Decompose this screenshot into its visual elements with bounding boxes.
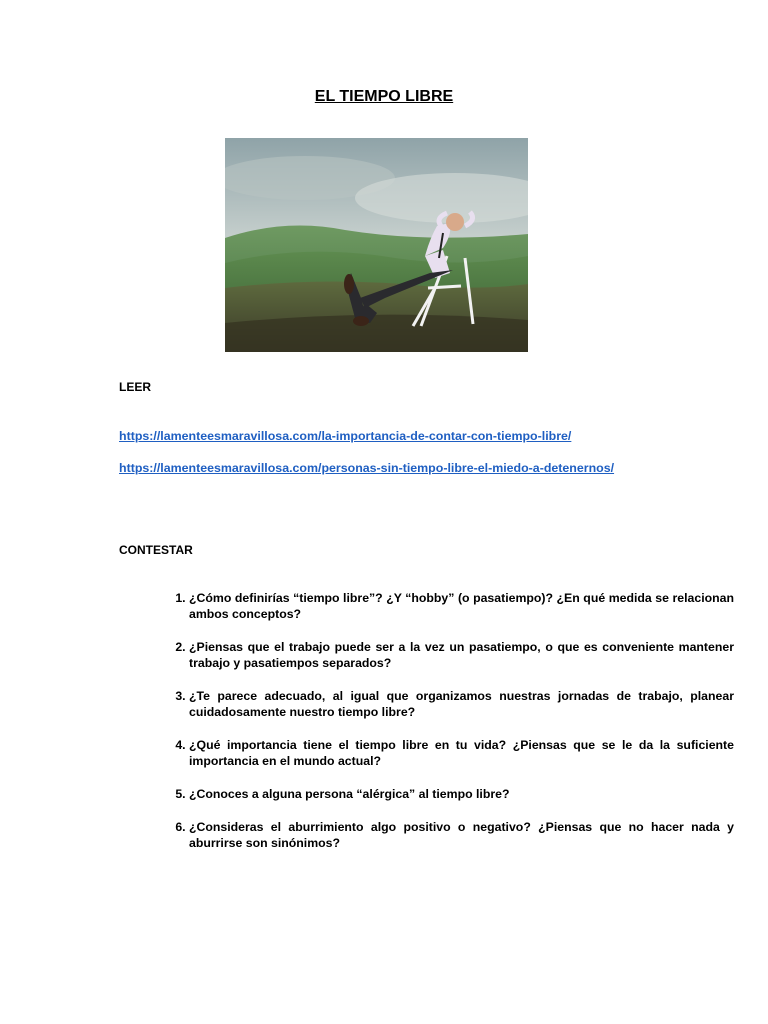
question-item: 3. ¿Te parece adecuado, al igual que organizamos nuestras jornadas de trabajo, planear cuidadosamente nuestro tiempo libre? [189, 688, 734, 720]
relaxing-man-photo [225, 138, 528, 352]
question-item: 1. ¿Cómo definirías “tiempo libre”? ¿Y “hobby” (o pasatiempo)? ¿En qué medida se relacionan ambos conceptos? [189, 590, 734, 622]
questions-list [150, 590, 734, 868]
page-title: EL TIEMPO LIBRE [314, 88, 454, 105]
question-item: 6. ¿Consideras el aburrimiento algo positivo o negativo? ¿Piensas que no hacer nada y aburrirse son sinónimos? [189, 819, 734, 851]
link-importance-free-time[interactable]: https://lamenteesmaravillosa.com/la-importancia-de-contar-con-tiempo-libre/ [119, 429, 572, 443]
answer-label: CONTESTAR [119, 543, 193, 557]
question-item: 5. ¿Conoces a alguna persona “alérgica” al tiempo libre? [189, 786, 734, 802]
read-label: LEER [119, 380, 152, 394]
question-item: 2. ¿Piensas que el trabajo puede ser a la vez un pasatiempo, o que es conveniente mantener trabajo y pasatiempos separados? [189, 639, 734, 671]
link-people-without-free-time[interactable]: https://lamenteesmaravillosa.com/personas-sin-tiempo-libre-el-miedo-a-detenernos/ [119, 461, 615, 475]
question-item: 4. ¿Qué importancia tiene el tiempo libre en tu vida? ¿Piensas que se le da la suficiente importancia en el mundo actual? [189, 737, 734, 769]
